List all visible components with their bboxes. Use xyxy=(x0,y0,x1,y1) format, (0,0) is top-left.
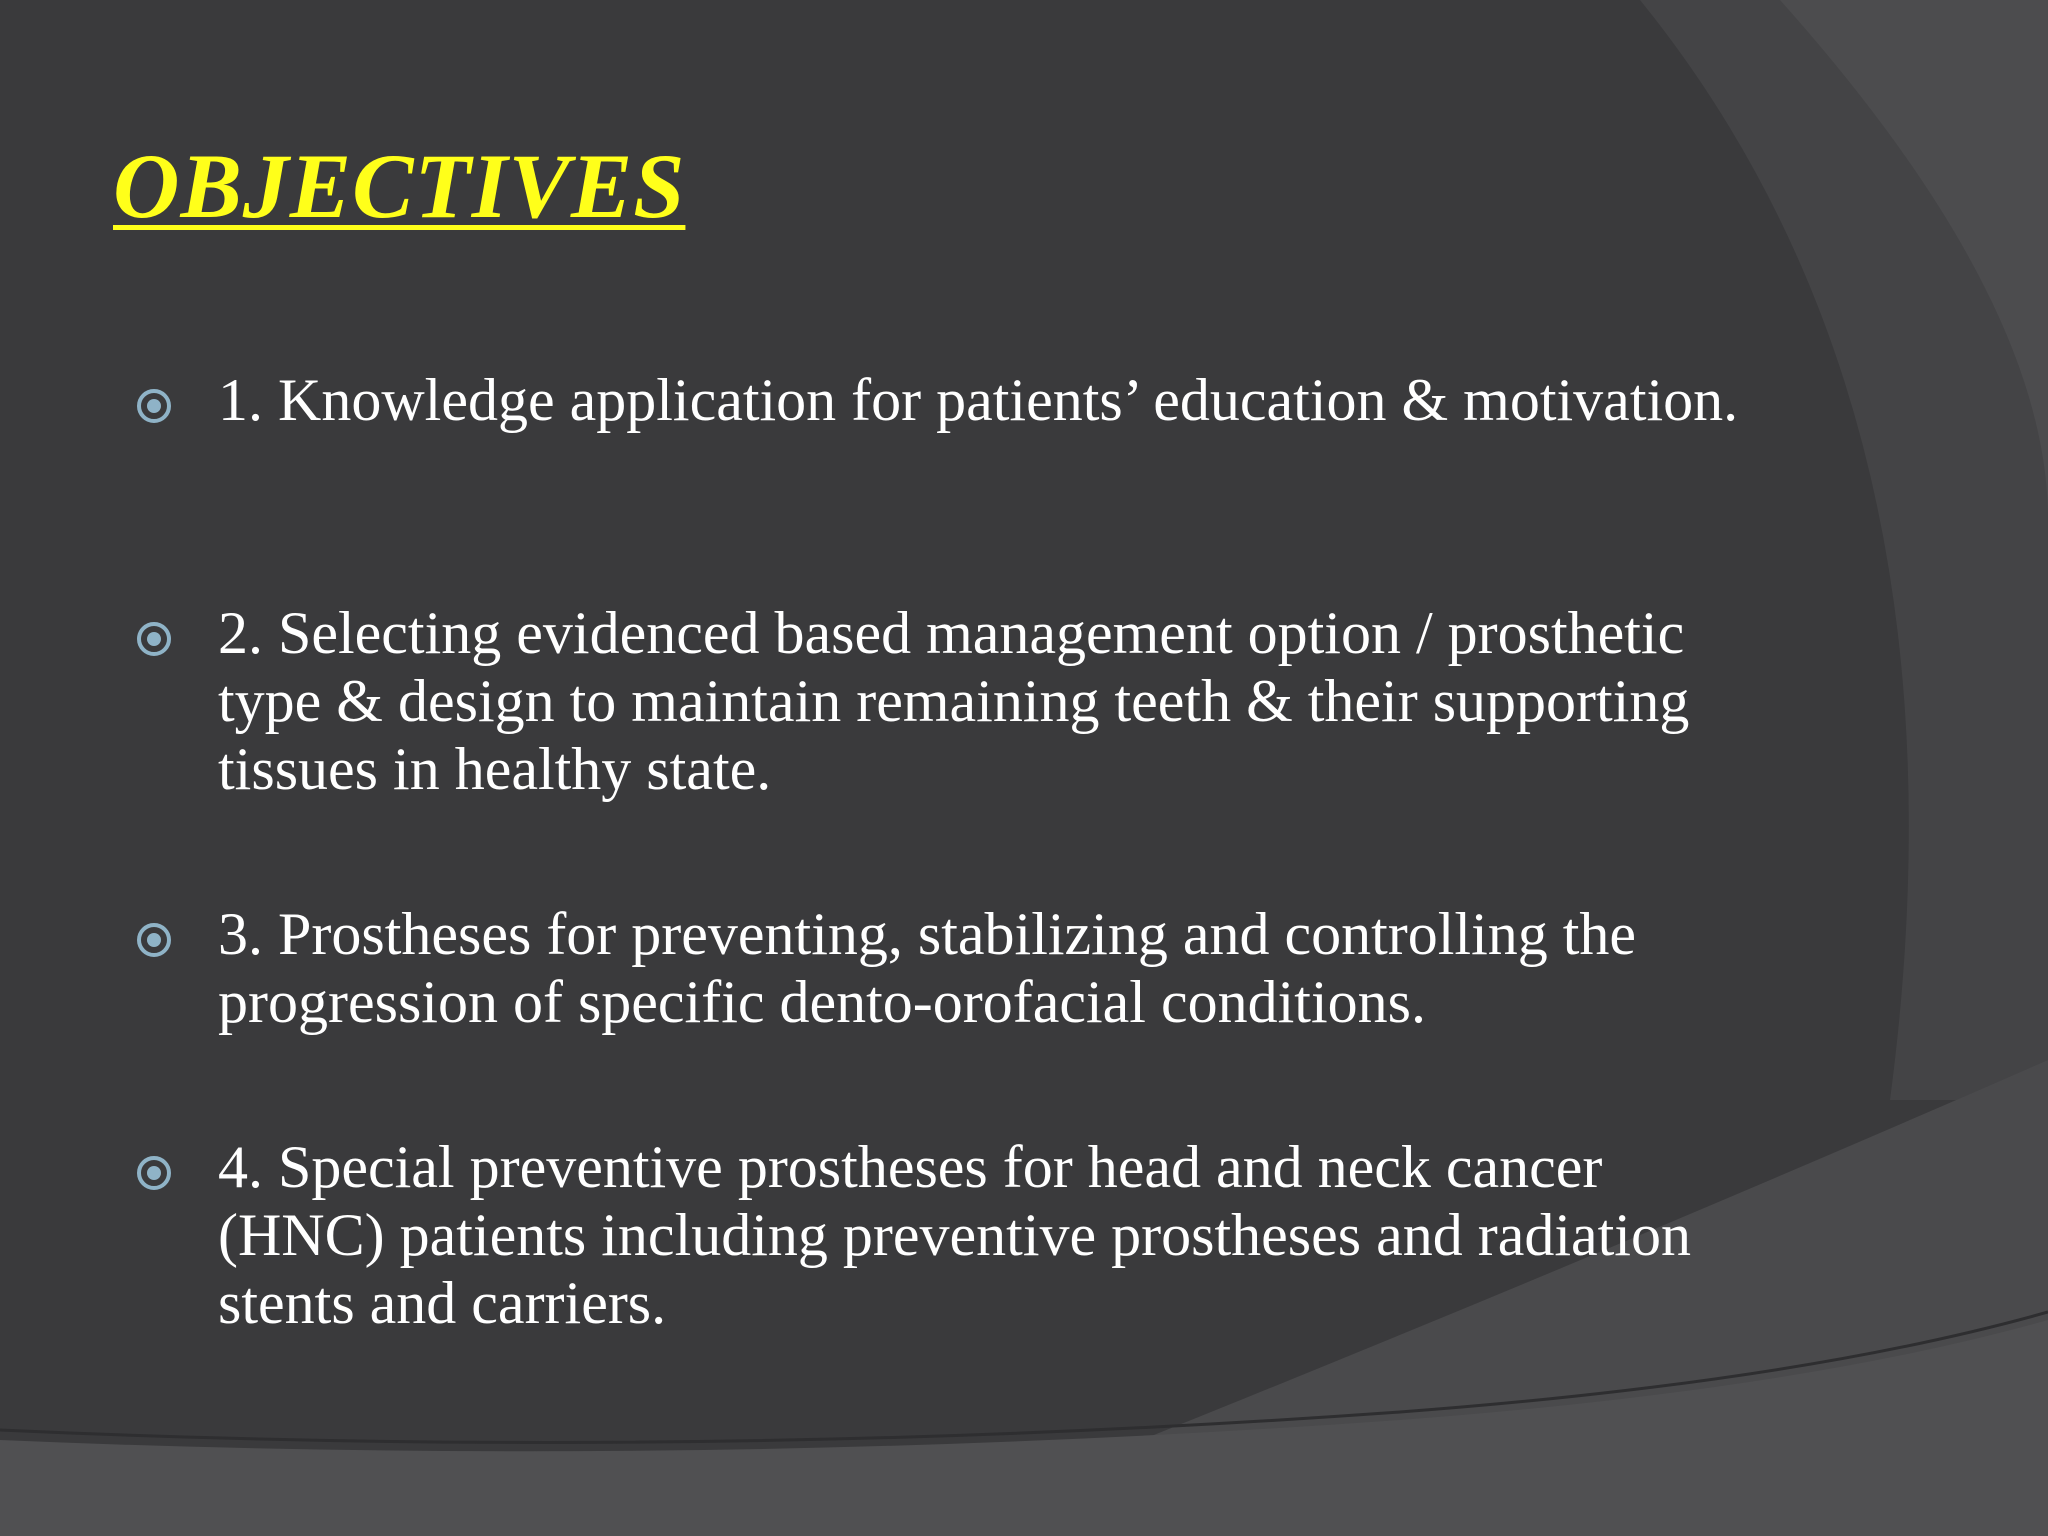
circled-dot-icon xyxy=(134,1153,174,1193)
slide-title: OBJECTIVES xyxy=(113,135,686,237)
bullet-text: 4. Special preventive prostheses for head and neck cancer (HNC) patients including preventive prostheses and radiation stents and carriers. xyxy=(218,1134,1691,1336)
circled-dot-icon xyxy=(134,386,174,426)
circled-dot-icon xyxy=(134,920,174,960)
circled-dot-icon xyxy=(134,619,174,659)
bullet-text: 2. Selecting evidenced based management option / prosthetic type & design to maintain remaining teeth & their supporting tissues in healthy state. xyxy=(218,600,1690,802)
bullet-text: 1. Knowledge application for patients’ education & motivation. xyxy=(218,367,1739,433)
bullet-text: 3. Prostheses for preventing, stabilizing and controlling the progression of specific dento-orofacial conditions. xyxy=(218,901,1637,1035)
